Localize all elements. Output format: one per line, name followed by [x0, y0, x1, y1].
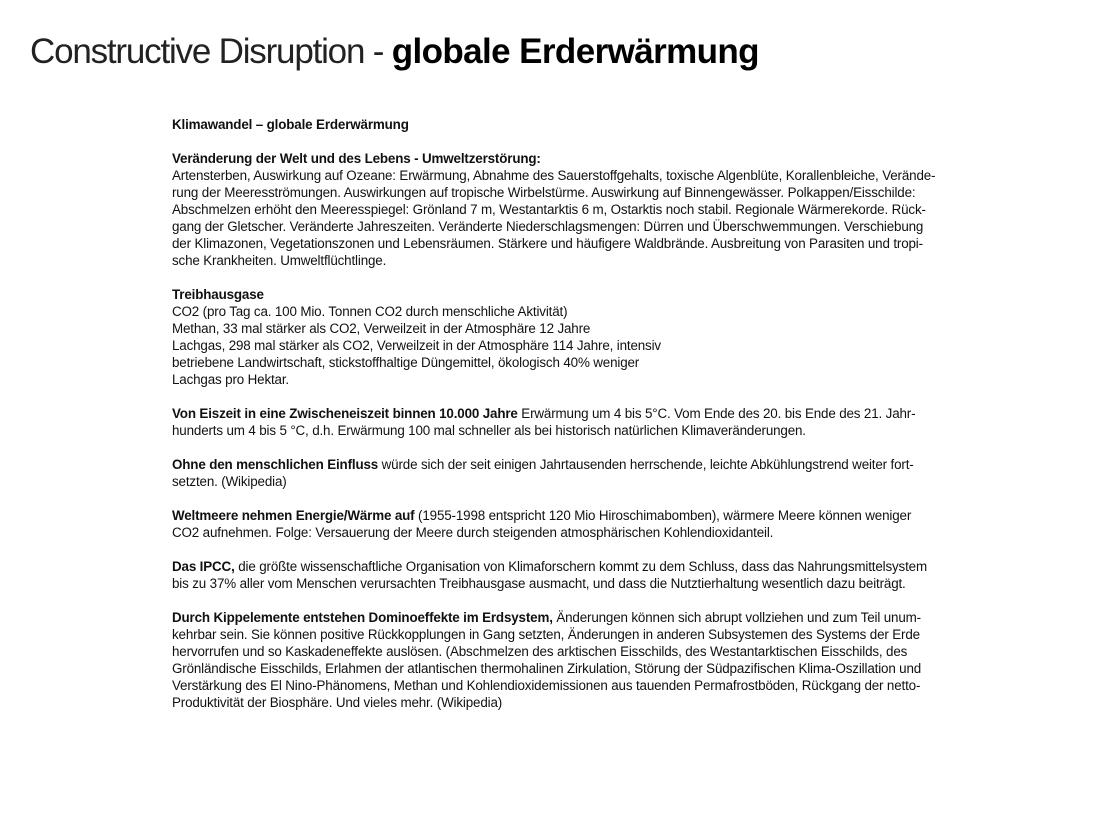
paragraph-kippelemente — [172, 609, 977, 711]
title-bold: globale Erderwärmung — [391, 32, 759, 71]
paragraph-first-line — [172, 405, 977, 422]
paragraph-line: hunderts um 4 bis 5 °C, d.h. Erwärmung 100 mal schneller als bei historisch natürlichen Klimaveränderungen. — [172, 423, 806, 438]
document-body — [172, 116, 977, 728]
paragraph-bold-lead: Ohne den menschlichen Einfluss — [172, 457, 379, 472]
paragraph-menschlicher-einfluss — [172, 456, 977, 490]
paragraph-ipcc — [172, 558, 977, 592]
paragraph-line: Grönländische Eisschilds, Erlahmen der atlantischen thermohalinen Zirkulation, Störung der Südpazifischen Klima-Oszillation und — [172, 661, 922, 676]
paragraph-line: Lachgas, 298 mal stärker als CO2, Verweilzeit in der Atmosphäre 114 Jahre, intensiv — [172, 338, 661, 353]
paragraph-line: Methan, 33 mal stärker als CO2, Verweilzeit in der Atmosphäre 12 Jahre — [172, 321, 591, 336]
paragraph-line: Lachgas pro Hektar. — [172, 372, 289, 387]
paragraph-bold-lead: Durch Kippelemente entstehen Dominoeffekte im Erdsystem, — [172, 610, 553, 625]
paragraph-first-rest: würde sich der seit einigen Jahrtausenden herrschende, leichte Abkühlungstrend weiter fort- — [378, 457, 914, 472]
paragraph-line: Artensterben, Auswirkung auf Ozeane: Erwärmung, Abnahme des Sauerstoffgehalts, toxische Algenblüte, Korallenbleiche, Verände- — [172, 168, 936, 183]
page-title — [30, 32, 759, 72]
paragraph-line: setzten. (Wikipedia) — [172, 474, 287, 489]
paragraph-bold-lead: Von Eiszeit in eine Zwischeneiszeit binnen 10.000 Jahre — [172, 406, 518, 421]
paragraph-line: bis zu 37% aller vom Menschen verursachten Treibhausgase ausmacht, und dass die Nutztierhaltung wesentlich dazu beiträgt. — [172, 576, 906, 591]
paragraph-heading: Veränderung der Welt und des Lebens - Umweltzerstörung: — [172, 151, 541, 166]
paragraph-line: Produktivität der Biosphäre. Und vieles mehr. (Wikipedia) — [172, 695, 503, 710]
paragraph-bold-lead: Weltmeere nehmen Energie/Wärme auf — [172, 508, 415, 523]
paragraph-line: kehrbar sein. Sie können positive Rückkopplungen in Gang setzten, Änderungen in anderen Subsystemen des Systems der Erde — [172, 627, 920, 642]
paragraph-bold-lead: Das IPCC, — [172, 559, 235, 574]
paragraph-umweltzerstoerung — [172, 150, 977, 269]
paragraph-heading: Treibhausgase — [172, 287, 264, 302]
paragraph-line: der Klimazonen, Vegetationszonen und Lebensräumen. Stärkere und häufigere Waldbrände. Ausbreitung von Parasiten und tropi- — [172, 236, 923, 251]
section-heading-text: Klimawandel – globale Erderwärmung — [172, 117, 409, 132]
paragraph-treibhausgase — [172, 286, 977, 388]
paragraph-first-line — [172, 456, 977, 473]
section-heading — [172, 116, 977, 133]
paragraph-line: CO2 aufnehmen. Folge: Versauerung der Meere durch steigenden atmosphärischen Kohlendioxidanteil. — [172, 525, 774, 540]
paragraph-line: Abschmelzen erhöht den Meeresspiegel: Grönland 7 m, Westantarktis 6 m, Ostarktis noch stabil. Regionale Wärmerekorde. Rück- — [172, 202, 926, 217]
paragraph-line: betriebene Landwirtschaft, stickstoffhaltige Düngemittel, ökologisch 40% weniger — [172, 355, 640, 370]
paragraph-eiszeit — [172, 405, 977, 439]
paragraph-line: rung der Meeresströmungen. Auswirkungen auf tropische Wirbelstürme. Auswirkung auf Binnengewässer. Polkappen/Eisschilde: — [172, 185, 916, 200]
paragraph-first-rest: (1955-1998 entspricht 120 Mio Hiroschimabomben), wärmere Meere können weniger — [414, 508, 912, 523]
paragraph-line: CO2 (pro Tag ca. 100 Mio. Tonnen CO2 durch menschliche Aktivität) — [172, 304, 568, 319]
paragraph-first-rest: Erwärmung um 4 bis 5°C. Vom Ende des 20. bis Ende des 21. Jahr- — [517, 406, 916, 421]
paragraph-first-rest: Änderungen können sich abrupt vollziehen und zum Teil unum- — [552, 610, 921, 625]
paragraph-first-line — [172, 507, 977, 524]
paragraph-first-line — [172, 558, 977, 575]
paragraph-first-rest: die größte wissenschaftliche Organisation von Klimaforschern kommt zu dem Schluss, dass das Nahrungsmittelsystem — [234, 559, 927, 574]
paragraph-line: hervorrufen und so Kaskadeneffekte auslösen. (Abschmelzen des arktischen Eisschilds, des Westantarktischen Eisschilds, des — [172, 644, 908, 659]
paragraph-weltmeere — [172, 507, 977, 541]
paragraph-line: Verstärkung des El Nino-Phänomens, Methan und Kohlendioxidemissionen aus tauenden Permafrostböden, Rückgang der netto- — [172, 678, 921, 693]
paragraph-first-line — [172, 609, 977, 626]
paragraph-line: sche Krankheiten. Umweltflüchtlinge. — [172, 253, 387, 268]
title-light: Constructive Disruption - — [30, 32, 392, 71]
paragraph-line: gang der Gletscher. Veränderte Jahreszeiten. Veränderte Niederschlagsmengen: Dürren und Überschwemmungen. Verschiebung — [172, 219, 924, 234]
